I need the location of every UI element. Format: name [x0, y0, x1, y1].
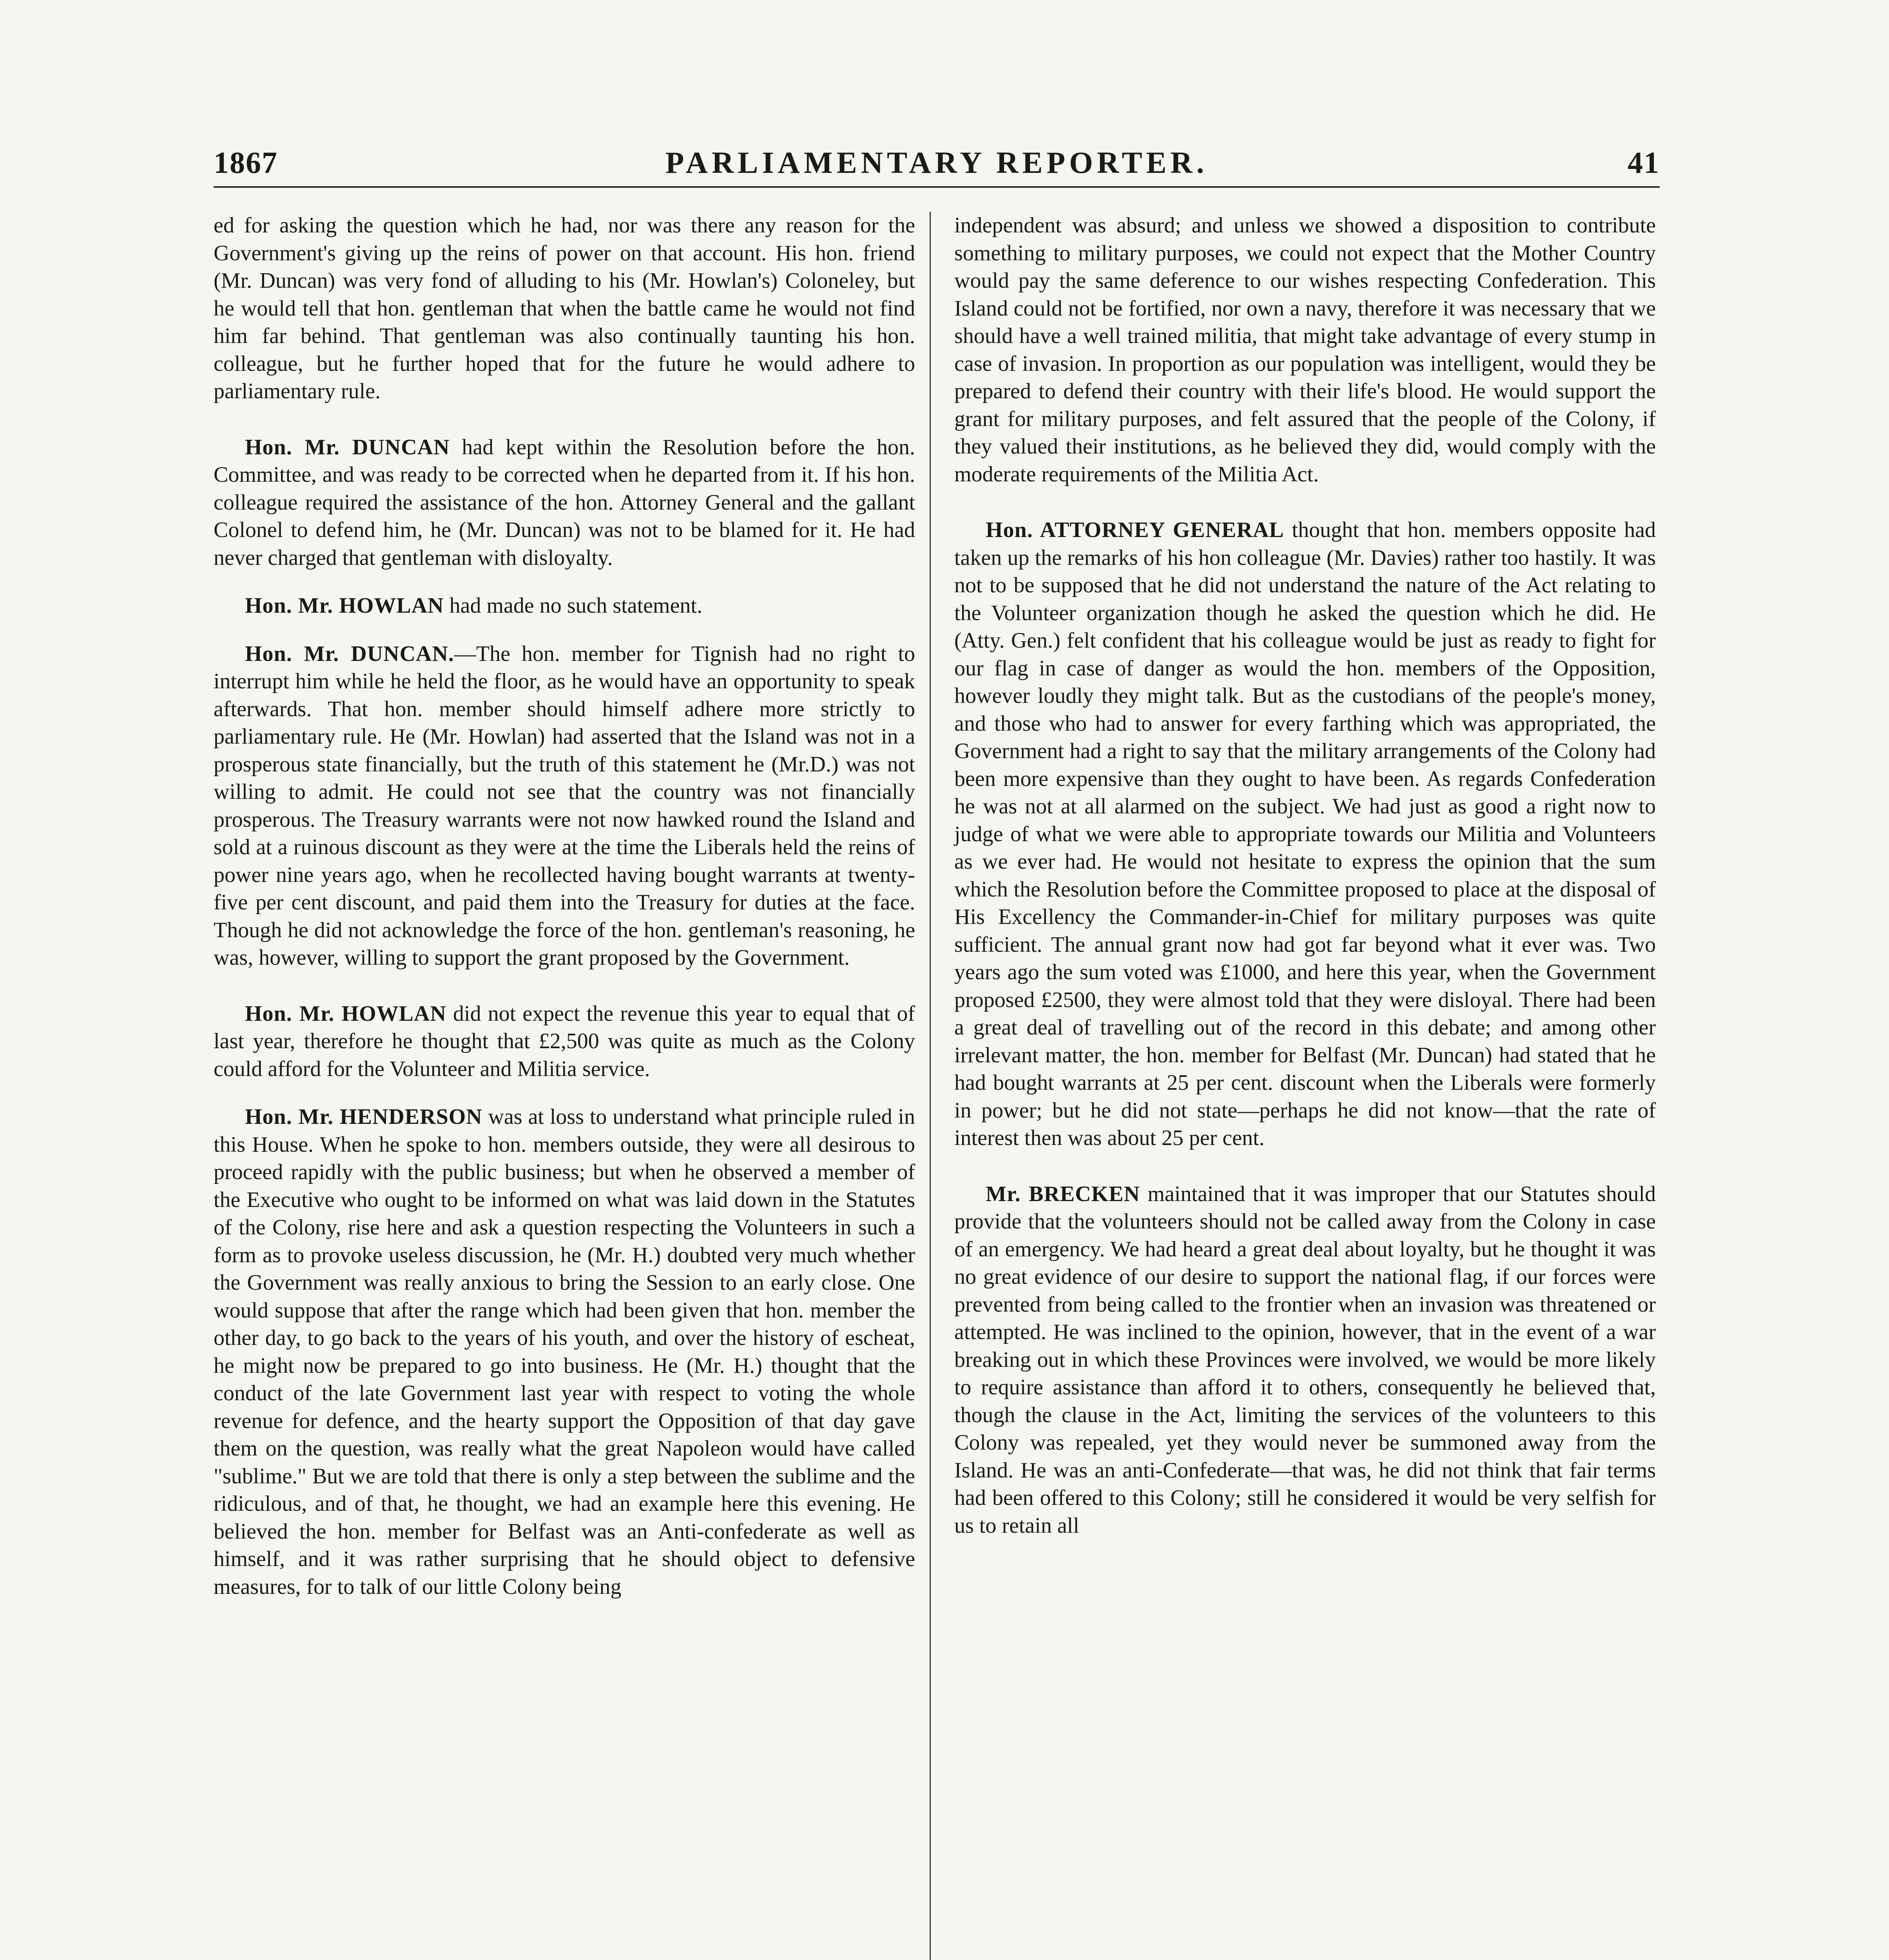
- paragraph: [214, 992, 915, 1083]
- speaker-name: Hon. Mr. DUNCAN.: [245, 641, 454, 666]
- paragraph-text: —The hon. member for Tignish had no right to interrupt him while he held the floor, as he would have an opportunity to speak afterwards. That hon. member should himself adhere more strictly to parliamentary rule. He (Mr. Howlan) had asserted that the Island was not in a prosperous state financially, but the truth of this statement he (Mr.D.) was not willing to admit. He could not see that the country was not financially prosperous. The Treasury warrants were not now hawked round the Island and sold at a ruinous discount as they were at the time the Liberals held the reins of power nine years ago, when he recollected having bought warrants at twenty-five per cent discount, and paid them into the Treasury for duties at the face. Though he did not acknowledge the force of the hon. gentleman's reasoning, he was, however, willing to support the grant proposed by the Government.: [214, 641, 915, 970]
- column-divider: [930, 212, 931, 1960]
- speaker-name: Hon. ATTORNEY GENERAL: [986, 518, 1284, 542]
- paragraph: [214, 640, 915, 972]
- paragraph: [954, 1172, 1656, 1540]
- paragraph-text: had kept within the Resolution before the hon. Committee, and was ready to be corrected when he departed from it. If his hon. colleague required the assistance of the hon. Attorney General and the gallant Colonel to defend him, he (Mr. Duncan) was not to be blamed for it. He had never charged that gentleman with disloyalty.: [214, 435, 915, 570]
- page-header: [214, 143, 1660, 188]
- paragraph-text: thought that hon. members opposite had taken up the remarks of his hon colleague (Mr. Davies) rather too hastily. It was not to be supposed that he did not understand the nature of the Act relating to the Volunteer organization though he asked the question which he did. He (Atty. Gen.) felt confident that his colleague would be just as ready to fight for our flag in case of danger as would the hon. members of the Opposition, however loudly they might talk. But as the custodians of the people's money, and those who had to answer for every farthing which was appropriated, the Government had a right to say that the military arrangements of the Colony had been more expensive than they ought to have been. As regards Confederation he was not at all alarmed on the subject. We had just as good a right now to judge of what we were able to appropriate towards our Militia and Volunteers as we ever had. He would not hesitate to express the opinion that the sum which the Resolution before the Committee proposed to place at the disposal of His Excellency the Commander-in-Chief for military purposes was quite sufficient. The annual grant now had got far beyond what it ever was. Two years ago the sum voted was £1000, and here this year, when the Government proposed £2500, they were almost told that they were disloyal. There had been a great deal of travelling out of the record in this debate; and among other irrelevant matter, the hon. member for Belfast (Mr. Duncan) had stated that he had bought warrants at 25 per cent. discount when the Liberals were formerly in power; but he did not state—perhaps he did not know—that the rate of interest then was about 25 per cent.: [954, 518, 1656, 1150]
- speaker-name: Hon. Mr. HOWLAN: [245, 593, 444, 618]
- header-title: PARLIAMENTARY REPORTER.: [665, 145, 1208, 180]
- paragraph: [214, 592, 915, 620]
- paragraph: [214, 426, 915, 572]
- paragraph: [954, 508, 1656, 1152]
- paragraph: [214, 212, 915, 405]
- paragraph-text: had made no such statement.: [444, 593, 702, 618]
- speaker-name: Hon. Mr. HOWLAN: [245, 1001, 446, 1026]
- paragraph: [954, 212, 1656, 488]
- speaker-name: Mr. BRECKEN: [986, 1181, 1140, 1206]
- paragraph-text: did not expect the revenue this year to equal that of last year, therefore he thought that £2,500 was quite as much as the Colony could afford for the Volunteer and Militia service.: [214, 1001, 915, 1081]
- speaker-name: Hon. Mr. HENDERSON: [245, 1105, 482, 1129]
- speaker-name: Hon. Mr. DUNCAN: [245, 435, 450, 459]
- paragraph-text: maintained that it was improper that our Statutes should provide that the volunteers should not be called away from the Colony in case of an emergency. We had heard a great deal about loyalty, but he thought it was no great evidence of our desire to support the national flag, if our forces were prevented from being called to the frontier when an invasion was threatened or attempted. He was inclined to the opinion, however, that in the event of a war breaking out in which these Provinces were involved, we would be more likely to require assistance than afford it to others, consequently he believed that, though the clause in the Act, limiting the services of the volunteers to this Colony was repealed, yet they would never be summoned away from the Island. He was an anti-Confederate—that was, he did not think that fair terms had been offered to this Colony; still he considered it would be very selfish for us to retain all: [954, 1181, 1656, 1538]
- paragraph-text: ed for asking the question which he had, nor was there any reason for the Government's giving up the reins of power on that account. His hon. friend (Mr. Duncan) was very fond of alluding to his (Mr. Howlan's) Coloneley, but he would tell that hon. gentleman that when the battle came he would not find him far behind. That gentleman was also continually taunting his hon. colleague, but he further hoped that for the future he would adhere to parliamentary rule.: [214, 213, 915, 403]
- header-page-number: 41: [1628, 145, 1660, 180]
- header-year: 1867: [214, 145, 278, 180]
- paragraph-text: was at loss to understand what principle ruled in this House. When he spoke to hon. members outside, they were all desirous to proceed rapidly with the public business; but when he observed a member of the Executive who ought to be informed on what was laid down in the Statutes of the Colony, rise here and ask a question respecting the Volunteers in such a form as to provoke useless discussion, he (Mr. H.) doubted very much whether the Government was really anxious to bring the Session to an early close. One would suppose that after the range which had been given that hon. member the other day, to go back to the years of his youth, and over the history of escheat, he might now be prepared to go into business. He (Mr. H.) thought that the conduct of the late Government last year with respect to voting the whole revenue for defence, and the hearty support the Opposition of that day gave them on the question, was really what the great Napoleon would have called "sublime." But we are told that there is only a step between the sublime and the ridiculous, and of that, he thought, we had an example here this evening. He believed the hon. member for Belfast was an Anti-confederate as well as himself, and it was rather surprising that he should object to defensive measures, for to talk of our little Colony being: [214, 1105, 915, 1599]
- paragraph: [214, 1103, 915, 1601]
- right-column: [954, 212, 1656, 1560]
- paragraph-text: independent was absurd; and unless we showed a disposition to contribute something to military purposes, we could not expect that the Mother Country would pay the same deference to our wishes respecting Confederation. This Island could not be fortified, nor own a navy, therefore it was necessary that we should have a well trained militia, that might take advantage of every stump in case of invasion. In proportion as our population was intelligent, would they be prepared to defend their country with their life's blood. He would support the grant for military purposes, and felt assured that the people of the Colony, if they valued their institutions, as he believed they did, would comply with the moderate requirements of the Militia Act.: [954, 213, 1656, 486]
- left-column: [214, 212, 915, 1621]
